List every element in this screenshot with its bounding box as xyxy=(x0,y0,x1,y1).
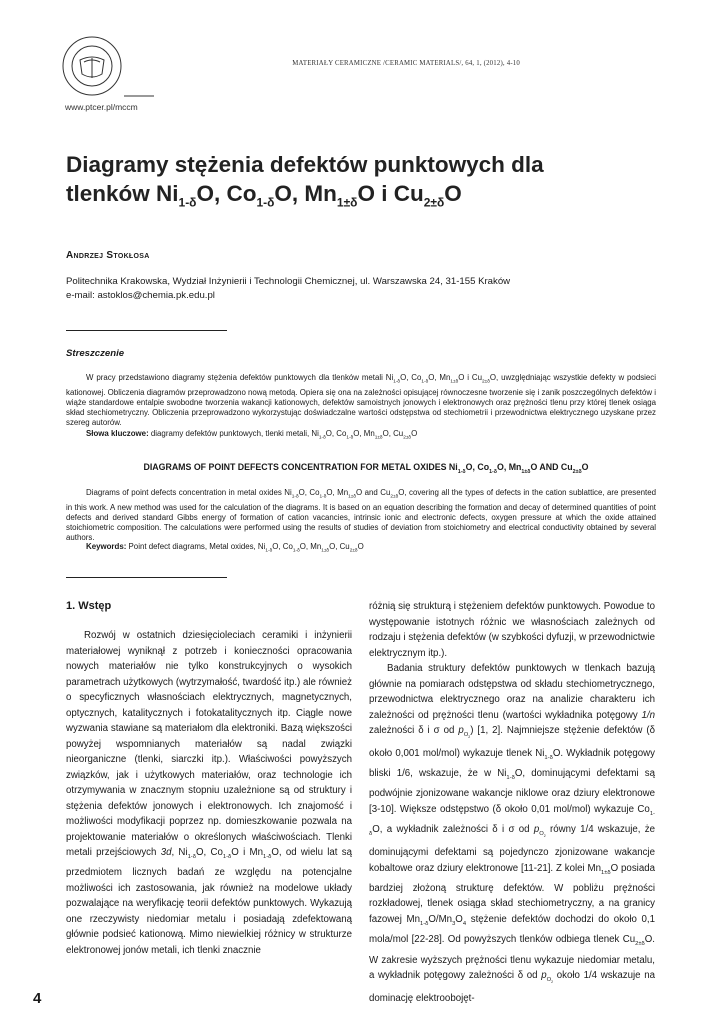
abstract-en: Diagrams of point defects concentration in metal oxides $Ni_{1-\delta}O$, $Co_{1-\delta}O$, $Mn_{1\pm\delta}O$ and $Cu_{2\pm\delta}O$, covering all the types of defects in the cation sublattice, are presented in this work. A new method was used for the calculation of the diagrams. It is based on an equation describing the formation and decay of determined quantities of point defects and derived standard Gibbs energy of formation of cation vacancies, intrinsic ionic and electronic defects, oxygen pressure at which the oxide attained stoichiometric composition. The calculations were performed using the results of studies of deviation from stoichiometry and electrical conductivity obtained by several authors. xyxy=(66,488,656,543)
body-column-left xyxy=(66,628,352,958)
journal-reference: MATERIAŁY CERAMICZNE /CERAMIC MATERIALS/, 64, 1, (2012), 4-10 xyxy=(292,60,520,67)
affiliation: Politechnika Krakowska, Wydział Inżynierii i Technologii Chemicznej, ul. Warszawska 24, 31-155 Kraków e-mail: astoklos@chemia.pk.edu.pl xyxy=(66,275,666,303)
abstract-heading: Streszczenie xyxy=(66,348,125,359)
paragraph: różnią się strukturą i stężeniem defektów punktowych. Powodue to występowanie istotnych różnic we własnościach zależnych od rodzaju i stężenia defektów (w szybkości dyfuzji, w przewodnictwie elektrycznym itp.). xyxy=(369,601,655,659)
divider xyxy=(66,577,227,578)
page-number: 4 xyxy=(33,990,42,1007)
body-column-right xyxy=(369,599,655,1006)
society-logo xyxy=(62,34,154,98)
author-name: Andrzej Stokłosa xyxy=(66,250,150,261)
section-heading: 1. Wstęp xyxy=(66,600,112,612)
divider xyxy=(66,330,227,331)
journal-url[interactable]: www.ptcer.pl/mccm xyxy=(65,102,138,112)
keywords-pl: Słowa kluczowe: diagramy defektów punktowych, tlenki metali, $Ni_{1-\delta}O$, $Co_{1-\delta}O$, $Mn_{1\pm\delta}O$, $Cu_{2\pm\delta}O$ xyxy=(86,429,418,441)
paragraph: Badania struktury defektów punktowych w tlenkach bazują głównie na pomiarach odstępstwa od składu stechiometrycznego, przewodnictwa elektrycznego oraz na analizie charakteru ich zależności od prężności tlenu (wartości wykładnika potęgowy 1/n zależności δ i σ od $p_{O_2}$) [1, 2]. Najmniejsze stężenie defektów (δ około 0,001 mol/mol) wykazuje tlenek $Ni_{1-\delta}O$. Wykładnik potęgowy bliski 1/6, wskazuje, że w $Ni_{1-\delta}O$, dominującymi defektami są podwójnie zjonizowane wakancje niklowe oraz dziury elektronowe [3-10]. Większe odstępstwo (δ około 0,01 mol/mol) wykazuje $Co_{1-\delta}O$, a wykładnik zależności δ i σ od $p_{O_2}$ równy 1/4 wskazuje, że dominującymi defektami są pojedynczo zjonizowane wakancje kobaltowe oraz dziury elektronowe [11-21]. Z kolei $Mn_{1\pm\delta}O$ posiada bardziej złożoną strukturę defektów. W pobliżu prężności rozkładowej, tlenek osiąga skład stechiometryczny, a na granicy fazowej $Mn_{1-\delta}O/Mn_3O_4$ stężenie defektów dochodzi do około 0,1 mola/mol [22-28]. Od powyższych tlenków odbiega tlenek $Cu_{2\pm\delta}O$. W zakresie wyższych prężności tlenu wykazuje niedomiar metalu, a wykładnik potęgowy zależności δ od $p_{O_2}$ około 1/4 wskazuje na dominację elektroobojęt- xyxy=(369,663,656,1004)
english-title: DIAGRAMS OF POINT DEFECTS CONCENTRATION FOR METAL OXIDES $Ni_{1-\delta}O$, $Co_{1-\delta}O$, $Mn_{1\pm\delta}O$ AND $Cu_{2\pm\delta}O$ xyxy=(143,462,589,475)
abstract-pl: W pracy przedstawiono diagramy stężenia defektów punktowych dla tlenków metali $Ni_{1-\delta}O$, $Co_{1-\delta}O$, $Mn_{1\pm\delta}O$ i $Cu_{2\pm\delta}O$, uwzględniając wszystkie defekty w podsieci kationowej. Obliczenia diagramów przeprowadzono nową metodą. Opiera się ona na zależności opisującej równoczesne tworzenie się i zanik poszczególnych defektów i wiąże standardowe entalpie swobodne tworzenia wakancji kationowych, defektów samoistnych jonowych i elektronowych oraz prężności tlenu przy której tlenek osiąga skład stechiometryczny. Obliczenia przeprowadzono wykorzystując doświadczalne wartości odstępstwa od stechiometrii i przewodnictwa elektrycznego uzyskane przez szereg autorów. xyxy=(66,373,656,428)
keywords-en: Keywords: Point defect diagrams, Metal oxides, $Ni_{1-\delta}O$, $Co_{1-\delta}O$, $Mn_{1\pm\delta}O$, $Cu_{2\pm\delta}O$ xyxy=(86,542,364,554)
paragraph: Rozwój w ostatnich dziesięcioleciach ceramiki i inżynierii materiałowej wyniknął z potrzeb i konieczności opracowania nowych materiałów nie tylko konstrukcyjnych o wysokich parametrach użytkowych (wytrzymałość, twardość itp.) ale również o specyficznych własnościach elektrycznych, magnetycznych, optycznych, katalitycznych i fotokatalitycznych itp. Ciągle nowe wyzwania stawiane są materiałom dla elektroniki. Bazą większości powyżej wspomnianych materiałów są nadal związki nieorganiczne (tlenki, siarczki itp.). Właściwości powyższych związków, jak i użytkowych materiałów, oraz technologie ich otrzymywania w znacznym stopniu uzależnione są od struktury i stężenia defektów jonowych i elektronowych. Ich znajomość i możliwości modyfikacji poprzez np. domieszkowanie pozwala na projektowanie materiałów o określonych właściwościach. Tlenki metali przejściowych 3d, $Ni_{1-\delta}O$, $Co_{1-\delta}O$ i $Mn_{1-\delta}O$, od wielu lat są przedmiotem licznych badań ze względu na potencjalne możliwości ich zastosowania, jak również na modelowe układy pozwalające na weryfikację teorii defektów punktowych. Wykazują one rzeczywisty niedomiar metalu i posiadają zdefektowaną głównie podsieć kationową. Mimo niewielkiej różnicy w strukturze elektronowej jonów metali, ich tlenki znacznie xyxy=(66,630,352,956)
author-email[interactable]: e-mail: astoklos@chemia.pk.edu.pl xyxy=(66,290,215,301)
article-title: Diagramy stężenia defektów punktowych dla tlenków $Ni_{1-\delta}O$, $Co_{1-\delta}O$, $Mn_{1\pm\delta}O$ i $Cu_{2\pm\delta}O$ xyxy=(66,152,544,210)
